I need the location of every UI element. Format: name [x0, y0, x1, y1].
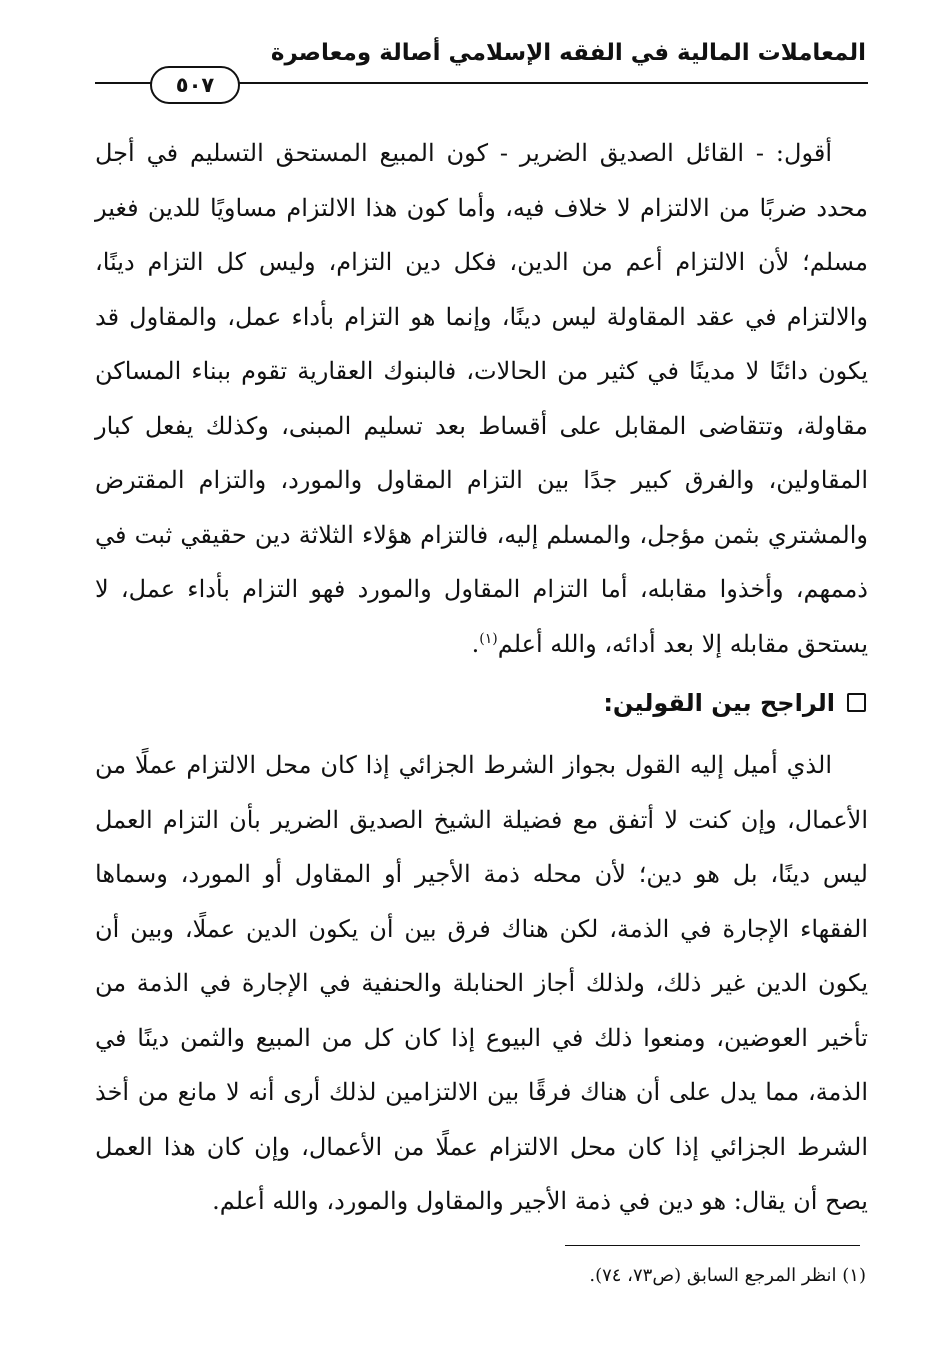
- page-number-badge: ٥٠٧: [150, 66, 240, 104]
- footnote-1: (١) انظر المرجع السابق (ص٧٣، ٧٤).: [589, 1265, 866, 1286]
- running-header-title: المعاملات المالية في الفقه الإسلامي أصالة ومعاصرة: [270, 40, 866, 66]
- paragraph-1-end: .: [471, 629, 480, 658]
- footnote-reference-1: (١): [479, 630, 498, 647]
- paragraph-1-text: أقول: - القائل الصديق الضرير - كون المبيع المستحق التسليم في أجل محدد ضربًا من الالتزام لا خلاف فيه، وأما كون هذا الالتزام مساويًا للدين فغير مسلم؛ لأن الالتزام أعم من الدين، فكل دين التزام، وليس كل التزام دينًا، والالتزام في عقد المقاولة ليس دينًا، وإنما هو التزام بأداء عمل، والمقاول قد يكون دائنًا لا مدينًا في كثير من الحالات، فالبنوك العقارية تقوم ببناء المساكن مقاولة، وتتقاضى المقابل على أقساط بعد تسليم المبنى، وكذلك يفعل كبار المقاولين، والفرق كبير جدًا بين التزام المقاول والمورد، والتزام المقترض والمشتري بثمن مؤجل، والمسلم إليه، فالتزام هؤلاء الثلاثة دين حقيقي ثبت في ذممهم، وأخذوا مقابله، أما التزام المقاول والمورد فهو التزام بأداء عمل، لا يستحق مقابله إلا بعد أدائه، والله أعلم: [95, 139, 868, 658]
- checkbox-icon: [847, 693, 866, 712]
- main-text-block-2: [95, 738, 868, 1229]
- section-heading-text: الراجح بين القولين:: [603, 689, 835, 717]
- paragraph-aqool: [95, 126, 868, 671]
- main-text-block-1: [95, 126, 868, 671]
- footnote-divider: [565, 1245, 860, 1246]
- paragraph-rajih: الذي أميل إليه القول بجواز الشرط الجزائي إذا كان محل الالتزام عملًا من الأعمال، وإن كنت لا أتفق مع فضيلة الشيخ الصديق الضرير بأن التزام العمل ليس دينًا، بل هو دين؛ لأن محله ذمة الأجير أو المقاول أو المورد، وسماها الفقهاء الإجارة في الذمة، لكن هناك فرق بين أن يكون الدين عملًا، وبين أن يكون الدين غير ذلك، ولذلك أجاز الحنابلة والحنفية في الإجارة في الذمة من تأخير العوضين، ومنعوا ذلك في البيوع إذا كان كل من المبيع والثمن دينًا في الذمة، مما يدل على أن هناك فرقًا بين الالتزامين لذلك أرى أنه لا مانع من أخذ الشرط الجزائي إذا كان محل الالتزام عملًا من الأعمال، وإن كان هذا العمل يصح أن يقال: هو دين في ذمة الأجير والمقاول والمورد، والله أعلم.: [95, 751, 868, 1215]
- section-heading-rajih: [603, 685, 866, 721]
